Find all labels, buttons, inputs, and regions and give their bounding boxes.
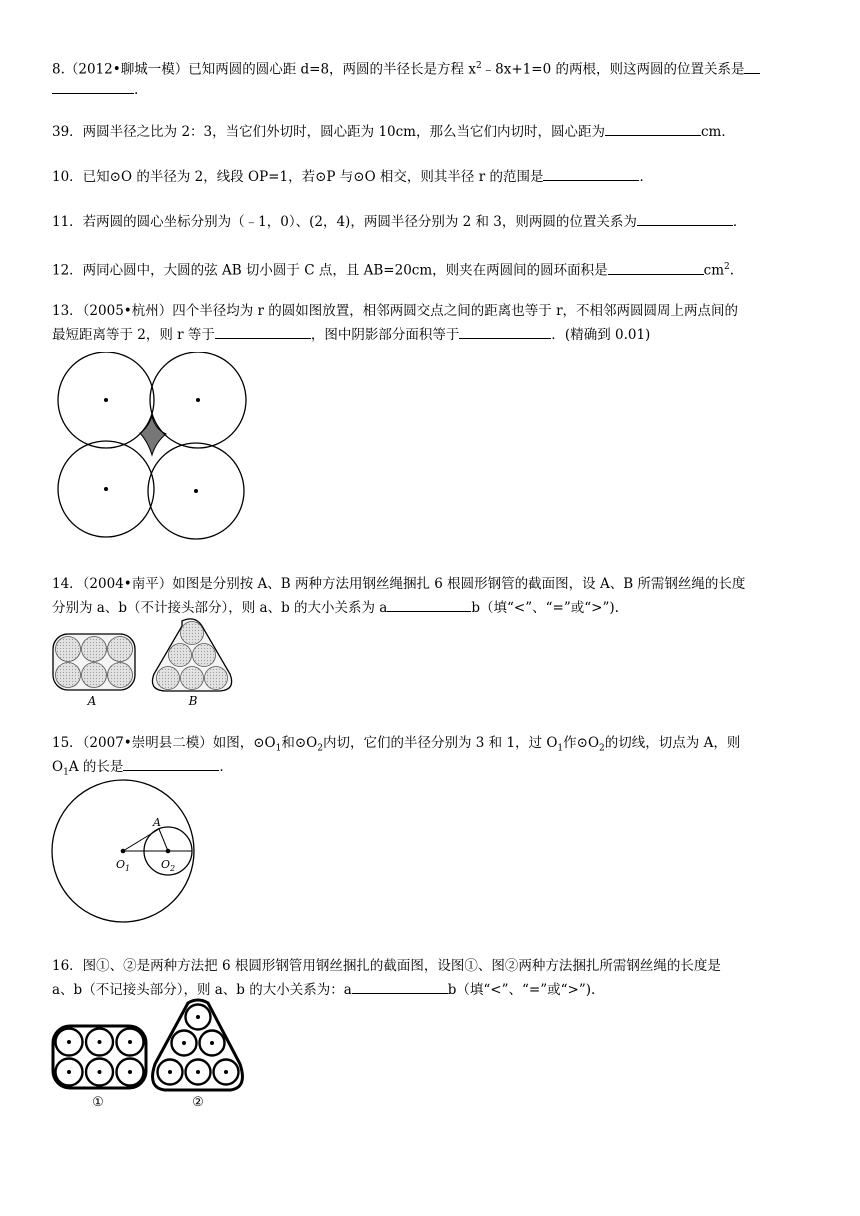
label-o1: $O_1$ [116, 858, 131, 873]
tangent-o1-a [123, 829, 159, 851]
question-14-line2: 分别为 a、b（不计接头部分），则 a、b 的大小关系为 a b（填“<”、“=”或“>”). [52, 596, 812, 620]
label-1: ① [92, 1095, 104, 1110]
question-39: 39．两圆半径之比为 2：3，当它们外切时，圆心距为 10cm，那么当它们内切时，圆心距为 cm． [52, 120, 812, 144]
question-14: 14．（2004•南平）如图是分别按 A、B 两种方法用钢丝绳捆扎 6 根圆形钢管的截面图，设 A、B 所需钢丝绳的长度 [52, 576, 746, 592]
answer-blank[interactable] [637, 211, 733, 226]
answer-blank[interactable] [352, 979, 448, 994]
question-8: 8.（2012•聊城一模）已知两圆的圆心距 d=8，两圆的半径长是方程 $x^2﹣8x+1=0$ 的两根，则这两圆的位置关系是 [52, 54, 812, 82]
center-dot [104, 398, 108, 402]
question-16-line2: a、b（不记接头部分），则 a、b 的大小关系为：a b（填“<”、“=”或“>”). [52, 978, 812, 1002]
figure-tangent-circles [50, 778, 200, 924]
figure-four-circles [50, 352, 255, 542]
question-12: 12．两同心圆中，大圆的弦 AB 切小圆于 C 点，且 AB=20cm，则夹在两圆间的圆环面积是 $cm^2$. [52, 255, 812, 283]
label-2: ② [192, 1095, 204, 1110]
answer-blank[interactable] [459, 324, 551, 339]
figure-pipe-bundles-ab [50, 614, 235, 708]
answer-blank[interactable] [744, 59, 760, 74]
figure-pipe-bundles-12 [50, 998, 250, 1110]
answer-blank[interactable] [387, 597, 471, 612]
question-10: 10．已知⊙O 的半径为 2，线段 OP=1，若⊙P 与⊙O 相交，则其半径 r 的范围是 ． [52, 165, 812, 189]
center-dot [104, 487, 108, 491]
center-dot [194, 489, 198, 493]
q8-text: 8.（2012•聊城一模）已知两圆的圆心距 d=8，两圆的半径长是方程 x [52, 61, 476, 78]
label-a: A [87, 694, 97, 708]
label-b: B [188, 694, 198, 708]
question-11: 11．若两圆的圆心坐标分别为（﹣1，0）、(2，4)，两圆半径分别为 2 和 3，则两圆的位置关系为 ． [52, 210, 812, 234]
question-16: 16．图①、②是两种方法把 6 根圆形钢管用钢丝捆扎的截面图，设图①、图②两种方法捆扎所需钢丝绳的长度是 [52, 958, 721, 974]
answer-blank[interactable] [123, 756, 219, 771]
label-o2: $O_2$ [161, 858, 176, 873]
question-15-line2: $O_1A$ 的长是 . [52, 755, 812, 785]
question-13: 13．（2005•杭州）四个半径均为 r 的圆如图放置，相邻两圆交点之间的距离也等于 r，不相邻两圆圆周上两点间的 [52, 303, 739, 319]
point-o1 [121, 849, 126, 854]
answer-blank[interactable] [215, 324, 311, 339]
shaded-region [140, 416, 166, 455]
label-a: A [153, 816, 161, 829]
answer-blank[interactable] [52, 79, 134, 94]
answer-blank[interactable] [605, 121, 701, 136]
answer-blank[interactable] [608, 260, 704, 275]
point-o2 [166, 849, 171, 854]
center-dot [196, 398, 200, 402]
answer-blank[interactable] [543, 166, 639, 181]
radius-o2-a [159, 829, 168, 851]
question-15: 15．（2007•崇明县二模）如图，$⊙O_1$和$⊙O_2$内切，它们的半径分别为 3 和 1，过 $O_1$作$⊙O_2$的切线，切点为 A，则 [52, 735, 741, 754]
question-8-line2: . [52, 78, 812, 102]
question-13-line2: 最短距离等于 2，则 r 等于 ，图中阴影部分面积等于 ．(精确到 0.01) [52, 323, 812, 347]
